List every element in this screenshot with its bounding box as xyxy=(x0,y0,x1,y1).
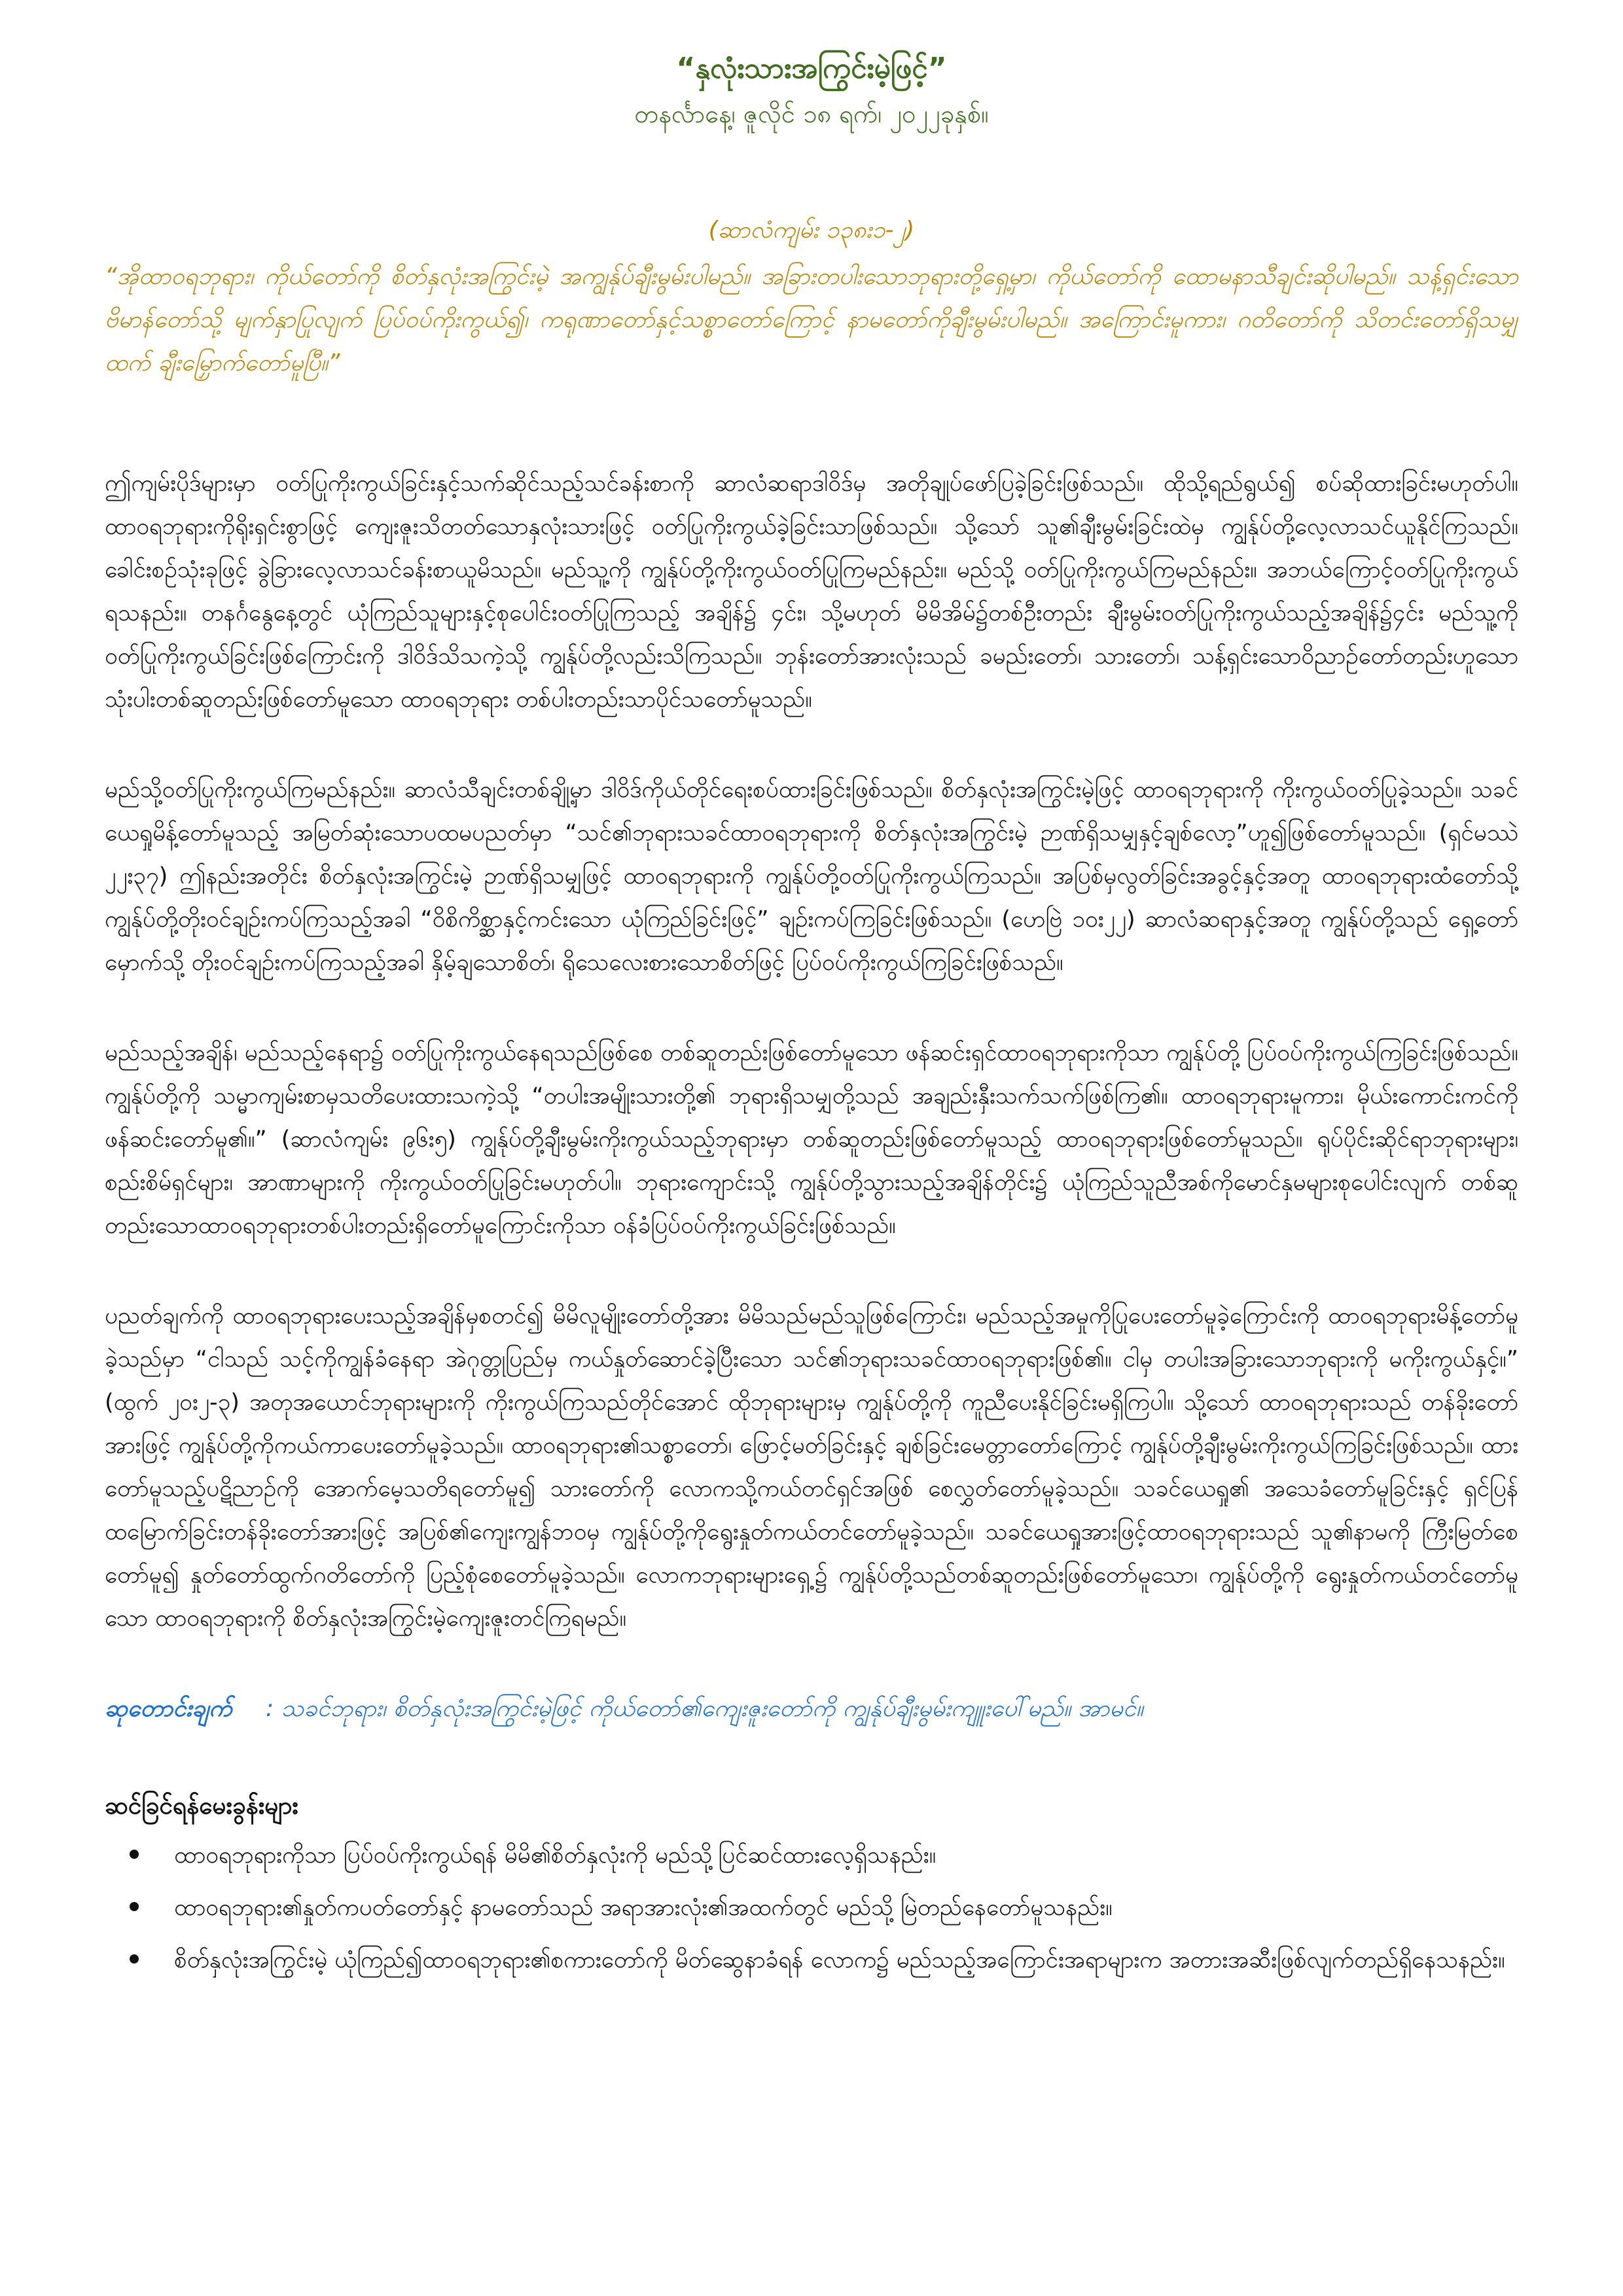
question-item xyxy=(105,1939,1518,1982)
devotional-page xyxy=(105,46,1518,1991)
prayer-text: : သခင်ဘုရား၊ စိတ်နှလုံးအကြွင်းမဲ့ဖြင့် ကိုယ်တော်၏ကျေးဇူးတော်ကို ကျွန်ုပ်ချီးမွမ်းကျူးပေါ်မည်။ အာမင်။ xyxy=(265,1695,1143,1722)
prayer-block xyxy=(105,1687,1518,1731)
question-text: ထာဝရဘုရား၏နှုတ်ကပတ်တော်နှင့် နာမတော်သည် အရာအားလုံး၏အထက်တွင် မည်သို့ မြဲတည်နေတော်မူသနည်း။ xyxy=(174,1895,1113,1921)
questions-list xyxy=(105,1834,1518,1982)
body-paragraph: မည်သည့်အချိန်၊ မည်သည့်နေရာ၌ ဝတ်ပြုကိုးကွယ်နေရသည်ဖြစ်စေ တစ်ဆူတည်းဖြစ်တော်မူသော ဖန်ဆင်းရှင်ထာဝရဘုရားကိုသာ ကျွန်ုပ်တို့ ပြပ်ဝပ်ကိုးကွယ်ကြခြင်းဖြစ်သည်။ ကျွန်ုပ်တို့ကို သမ္မာကျမ်းစာမှသတိပေးထားသကဲ့သို့ “တပါးအမျိုးသားတို့၏ ဘုရားရှိသမျှတို့သည် အချည်းနှီးသက်သက်ဖြစ်ကြ၏။ ထာဝရဘုရားမူကား၊ မိုယ်းကောင်းကင်ကို ဖန်ဆင်းတော်မူ၏။” (ဆာလံကျမ်း ၉၆း၅) ကျွန်ုပ်တို့ချီးမွမ်းကိုးကွယ်သည့်ဘုရားမှာ တစ်ဆူတည်းဖြစ်တော်မူသည့် ထာဝရဘုရားဖြစ်တော်မူသည်။ ရုပ်ပိုင်းဆိုင်ရာဘုရားများ၊ စည်းစိမ်ရှင်များ၊ အာဏာများကို ကိုးကွယ်ဝတ်ပြုခြင်းမဟုတ်ပါ။ ဘုရားကျောင်းသို့ ကျွန်ုပ်တို့သွားသည့်အချိန်တိုင်း၌ ယုံကြည်သူညီအစ်ကိုမောင်နှမများစုပေါင်းလျက် တစ်ဆူတည်းသောထာဝရဘုရားတစ်ပါးတည်းရှိတော်မူကြောင်းကိုသာ ဝန်ခံပြပ်ဝပ်ကိုးကွယ်ခြင်းဖြစ်သည်။ xyxy=(105,1040,1518,1239)
verse-text: “အိုထာဝရဘုရား၊ ကိုယ်တော်ကို စိတ်နှလုံးအကြွင်းမဲ့ အကျွန်ုပ်ချီးမွမ်းပါမည်။ အခြားတပါးသောဘုရားတို့ရှေ့မှာ၊ ကိုယ်တော်ကို ထောမနာသီချင်းဆိုပါမည်။ သန့်ရှင်းသောဗိမာန်တော်သို့ မျက်နှာပြုလျက် ပြပ်ဝပ်ကိုးကွယ်၍၊ ကရုဏာတော်နှင့်သစ္စာတော်ကြောင့် နာမတော်ကိုချီးမွမ်းပါမည်။ အကြောင်းမူကား၊ ဂတိတော်ကို သိတင်းတော်ရှိသမျှထက် ချီးမြှောက်တော်မူပြီ။” xyxy=(105,263,1518,376)
prayer-label: ဆုတောင်းချက် xyxy=(105,1695,232,1722)
body-paragraph: မည်သို့ဝတ်ပြုကိုးကွယ်ကြမည်နည်း။ ဆာလံသီချင်းတစ်ချို့မှာ ဒါဝိဒ်ကိုယ်တိုင်ရေးစပ်ထားခြင်းဖြစ်သည်။ စိတ်နှလုံးအကြွင်းမဲ့ဖြင့် ထာဝရဘုရားကို ကိုးကွယ်ဝတ်ပြုခဲ့သည်။ သခင်ယေရှုမိန့်တော်မူသည့် အမြတ်ဆုံးသောပထမပညတ်မှာ “သင်၏ဘုရားသခင်ထာဝရဘုရားကို စိတ်နှလုံးအကြွင်းမဲ့ ဉာဏ်ရှိသမျှနှင့်ချစ်လော့”ဟူ၍ဖြစ်တော်မူသည်။ (ရှင်မဿဲ ၂၂း၃၇) ဤနည်းအတိုင်း စိတ်နှလုံးအကြွင်းမဲ့ ဉာဏ်ရှိသမျှဖြင့် ထာဝရဘုရားကို ကျွန်ုပ်တို့ဝတ်ပြုကိုးကွယ်ကြသည်။ အပြစ်မှလွတ်ခြင်းအခွင့်နှင့်အတူ ထာဝရဘုရားထံတော်သို့ ကျွန်ုပ်တို့တိုးဝင်ချဉ်းကပ်ကြသည့်အခါ “ဝိစိကိစ္ဆာနှင့်ကင်းသော ယုံကြည်ခြင်းဖြင့်” ချဉ်းကပ်ကြခြင်းဖြစ်သည်။ (ဟေဗြဲ ၁၀း၂၂) ဆာလံဆရာနှင့်အတူ ကျွန်ုပ်တို့သည် ရှေ့တော်မှောက်သို့ တိုးဝင်ချဉ်းကပ်ကြသည့်အခါ နှိမ့်ချသောစိတ်၊ ရိုသေလေးစားသောစိတ်ဖြင့် ပြပ်ဝပ်ကိုးကွယ်ကြခြင်းဖြစ်သည်။ xyxy=(105,777,1518,976)
body-paragraph: ဤကျမ်းပိုဒ်များမှာ ဝတ်ပြုကိုးကွယ်ခြင်းနှင့်သက်ဆိုင်သည့်သင်ခန်းစာကို ဆာလံဆရာဒါဝိဒ်မှ အတိုချုပ်ဖော်ပြခဲ့ခြင်းဖြစ်သည်။ ထိုသို့ရည်ရွယ်၍ စပ်ဆိုထားခြင်းမဟုတ်ပါ။ ထာဝရဘုရားကိုရိုးရှင်းစွာဖြင့် ကျေးဇူးသိတတ်သောနှလုံးသားဖြင့် ဝတ်ပြုကိုးကွယ်ခဲ့ခြင်းသာဖြစ်သည်။ သို့သော် သူ၏ချီးမွမ်းခြင်းထဲမှ ကျွန်ုပ်တို့လေ့လာသင်ယူနိုင်ကြသည်။ ခေါင်းစဉ်သုံးခုဖြင့် ခွဲခြားလေ့လာသင်ခန်းစာယူမိသည်။ မည်သူ့ကို ကျွန်ုပ်တို့ကိုးကွယ်ဝတ်ပြုကြမည်နည်း။ မည်သို့ ဝတ်ပြုကိုးကွယ်ကြမည်နည်း။ အဘယ်ကြောင့်ဝတ်ပြုကိုးကွယ်ရသနည်း။ တနင်္ဂနွေနေ့တွင် ယုံကြည်သူများနှင့်စုပေါင်းဝတ်ပြုကြသည့် အချိန်၌ ၄င်း၊ သို့မဟုတ် မိမိအိမ်၌တစ်ဦးတည်း ချီးမွမ်းဝတ်ပြုကိုးကွယ်သည့်အချိန်၌၄င်း မည်သူ့ကို ဝတ်ပြုကိုးကွယ်ခြင်းဖြစ်ကြောင်းကို ဒါဝိဒ်သိသကဲ့သို့ ကျွန်ုပ်တို့လည်းသိကြသည်။ ဘုန်းတော်အားလုံးသည် ခမည်းတော်၊ သားတော်၊ သန့်ရှင်းသောဝိညာဉ်တော်တည်းဟူသော သုံးပါးတစ်ဆူတည်းဖြစ်တော်မူသော ထာဝရဘုရား တစ်ပါးတည်းသာပိုင်သတော်မူသည်။ xyxy=(105,471,1518,713)
question-item xyxy=(105,1834,1518,1877)
verse-reference: (ဆာလံကျမ်း ၁၃၈း၁-၂) xyxy=(708,217,915,243)
question-text: ထာဝရဘုရားကိုသာ ပြပ်ဝပ်ကိုးကွယ်ရန် မိမိ၏စိတ်နှလုံးကို မည်သို့ပြင်ဆင်ထားလေ့ရှိသနည်း။ xyxy=(174,1842,936,1869)
page-title: “နှလုံးသားအကြွင်းမဲ့ဖြင့်” xyxy=(676,52,947,85)
question-item xyxy=(105,1886,1518,1929)
bullet-icon xyxy=(130,1954,139,1964)
body-paragraph: ပညတ်ချက်ကို ထာဝရဘုရားပေးသည့်အချိန်မှစတင်၍ မိမိလူမျိုးတော်တို့အား မိမိသည်မည်သူဖြစ်ကြောင်း၊ မည်သည့်အမှုကိုပြုပေးတော်မူခဲ့ကြောင်းကို ထာဝရဘုရားမိန့်တော်မူခဲ့သည်မှာ “ငါသည် သင့်ကိုကျွန်ခံနေရာ အဲဂုတ္တုပြည်မှ ကယ်နှုတ်ဆောင်ခဲ့ပြီးသော သင်၏ဘုရားသခင်ထာဝရဘုရားဖြစ်၏။ ငါမှ တပါးအခြားသောဘုရားကို မကိုးကွယ်နှင့်။” (ထွက် ၂၀း၂-၃) အတုအယောင်ဘုရားများကို ကိုးကွယ်ကြသည်တိုင်အောင် ထိုဘုရားများမှ ကျွန်ုပ်တို့ကို ကူညီပေးနိုင်ခြင်းမရှိကြပါ။ သို့သော် ထာဝရဘုရားသည် တန်ခိုးတော်အားဖြင့် ကျွန်ုပ်တို့ကိုကယ်ကာပေးတော်မူခဲ့သည်။ ထာဝရဘုရား၏သစ္စာတော်၊ ဖြောင့်မတ်ခြင်းနှင့် ချစ်ခြင်းမေတ္တာတော်ကြောင့် ကျွန်ုပ်တို့ချီးမွမ်းကိုးကွယ်ကြခြင်းဖြစ်သည်။ ထားတော်မူသည့်ပဋိညာဉ်ကို အောက်မေ့သတိရတော်မူ၍ သားတော်ကို လောကသို့ကယ်တင်ရှင်အဖြစ် စေလွှတ်တော်မူခဲ့သည်။ သခင်ယေရှု၏ အသေခံတော်မူခြင်းနှင့် ရှင်ပြန်ထမြောက်ခြင်းတန်ခိုးတော်အားဖြင့် အပြစ်၏ကျေးကျွန်ဘဝမှ ကျွန်ုပ်တို့ကိုရွေးနှုတ်ကယ်တင်တော်မူခဲ့သည်။ သခင်ယေရှုအားဖြင့်ထာဝရဘုရားသည် သူ၏နာမကို ကြီးမြတ်စေတော်မူ၍ နှုတ်တော်ထွက်ဂတိတော်ကို ပြည့်စုံစေတော်မူခဲ့သည်။ လောကဘုရားများရှေ့၌ ကျွန်ုပ်တို့သည်တစ်ဆူတည်းဖြစ်တော်မူသော၊ ကျွန်ုပ်တို့ကို ရွေးနှုတ်ကယ်တင်တော်မူသော ထာဝရဘုရားကို စိတ်နှလုံးအကြွင်းမဲ့ကျေးဇူးတင်ကြရမည်။ xyxy=(105,1303,1518,1632)
question-text: စိတ်နှလုံးအကြွင်းမဲ့ ယုံကြည်၍ထာဝရဘုရား၏စကားတော်ကို မိတ်ဆွေနာခံရန် လောက၌ မည်သည့်အကြောင်းအရာများက အတားအဆီးဖြစ်လျက်တည်ရှိနေသနည်း။ xyxy=(174,1947,1505,1973)
date-line: တနင်္လာနေ့၊ ဇူလိုင် ၁၈ ရက်၊ ၂၀၂၂ခုနှစ်။ xyxy=(634,99,989,128)
questions-heading: ဆင်ခြင်ရန်မေးခွန်းများ xyxy=(105,1791,298,1820)
bullet-icon xyxy=(130,1850,139,1859)
bullet-icon xyxy=(130,1902,139,1911)
